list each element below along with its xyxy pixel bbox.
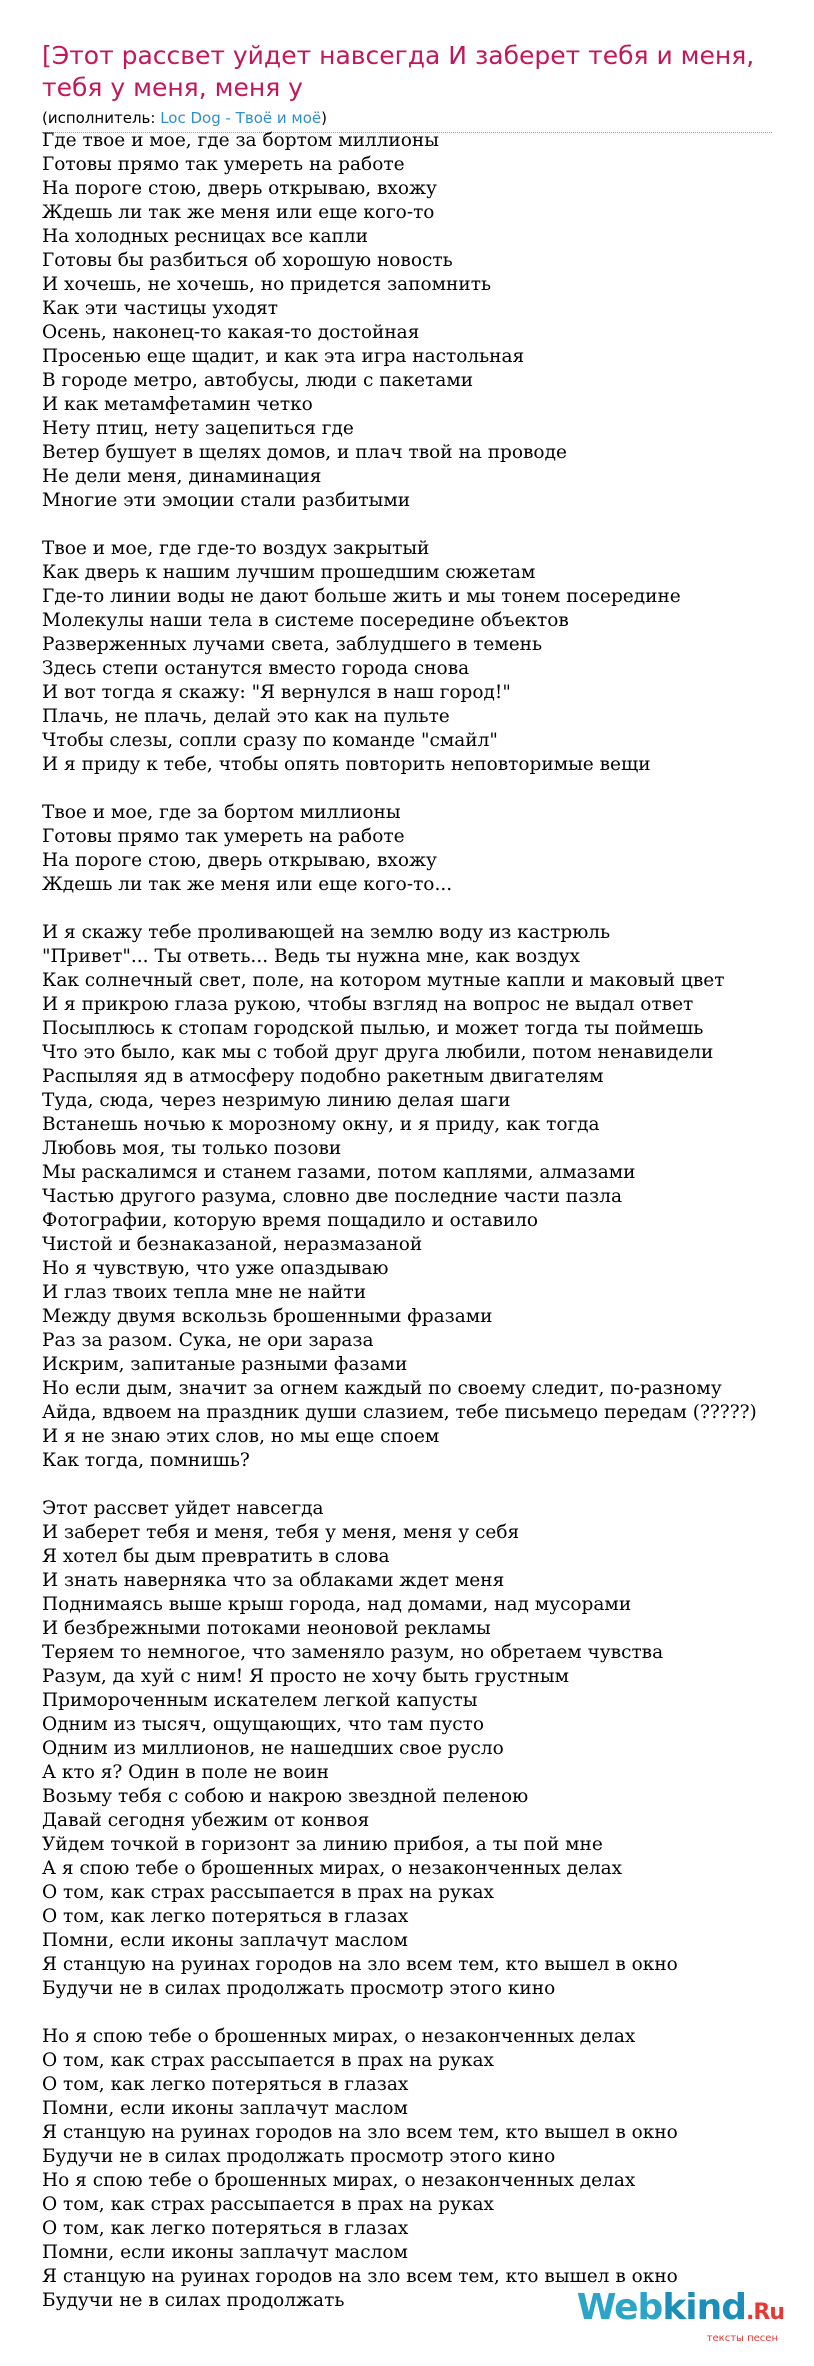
logo-web: Web: [576, 2287, 663, 2328]
logo-wordmark: [576, 2287, 784, 2331]
lyric-line: И знать наверняка что за облаками ждет меня: [42, 1570, 505, 1591]
lyrics-body: [42, 129, 812, 2337]
lyric-line: На пороге стою, дверь открываю, вхожу: [42, 178, 437, 199]
lyric-line: Одним из миллионов, не нашедших свое русло: [42, 1738, 504, 1759]
lyric-line: Я станцую на руинах городов на зло всем тем, кто вышел в окно: [42, 2122, 678, 2143]
lyric-line: Многие эти эмоции стали разбитыми: [42, 490, 411, 511]
lyric-line: Готовы бы разбиться об хорошую новость: [42, 250, 453, 271]
performer-suffix: ): [321, 109, 327, 127]
lyric-line: В городе метро, автобусы, люди с пакетами: [42, 370, 474, 391]
song-title: [Этот рассвет уйдет навсегда И заберет тебя и меня, тебя у меня, меня у: [42, 41, 755, 102]
lyric-line: Ждешь ли так же меня или еще кого-то...: [42, 874, 453, 895]
lyric-line: И я прикрою глаза рукою, чтобы взгляд на вопрос не выдал ответ: [42, 994, 694, 1015]
lyric-line: Как эти частицы уходят: [42, 298, 279, 319]
lyric-line: Как тогда, помнишь?: [42, 1450, 250, 1471]
lyric-line: Уйдем точкой в горизонт за линию прибоя, а ты пой мне: [42, 1834, 603, 1855]
lyric-line: Я станцую на руинах городов на зло всем тем, кто вышел в окно: [42, 1954, 678, 1975]
lyric-line: Нету птиц, нету зацепиться где: [42, 418, 354, 439]
lyric-line: И я не знаю этих слов, но мы еще споем: [42, 1426, 440, 1447]
lyric-line: Но я спою тебе о брошенных мирах, о незаконченных делах: [42, 2170, 636, 2191]
lyric-line: И я скажу тебе проливающей на землю воду из кастрюль: [42, 922, 611, 943]
lyric-line: Как дверь к нашим лучшим прошедшим сюжетам: [42, 562, 536, 583]
lyric-line: Одним из тысяч, ощущающих, что там пусто: [42, 1714, 485, 1735]
lyric-line: Этот рассвет уйдет навсегда: [42, 1498, 324, 1519]
lyric-line: Поднимаясь выше крыш города, над домами, над мусорами: [42, 1594, 632, 1615]
lyric-line: И хочешь, не хочешь, но придется запомнить: [42, 274, 492, 295]
logo-tld: .Ru: [746, 2300, 784, 2325]
lyrics-stanza: [42, 2025, 812, 2313]
lyric-line: Плачь, не плачь, делай это как на пульте: [42, 706, 450, 727]
song-header: [42, 40, 772, 133]
lyric-line: Искрим, запитаные разными фазами: [42, 1354, 408, 1375]
lyric-line: Молекулы наши тела в системе посередине объектов: [42, 610, 569, 631]
lyric-line: Теряем то немногое, что заменяло разум, но обретаем чувства: [42, 1642, 664, 1663]
lyric-line: Посыплюсь к стопам городской пылью, и может тогда ты поймешь: [42, 1018, 704, 1039]
lyric-line: Туда, сюда, через незримую линию делая шаги: [42, 1090, 511, 1111]
lyric-line: Будучи не в силах продолжать просмотр этого кино: [42, 1978, 556, 1999]
lyric-line: Частью другого разума, словно две последние части пазла: [42, 1186, 623, 1207]
lyric-line: Давай сегодня убежим от конвоя: [42, 1810, 370, 1831]
lyric-line: Помни, если иконы заплачут маслом: [42, 2098, 408, 2119]
lyric-line: Будучи не в силах продолжать просмотр этого кино: [42, 2146, 556, 2167]
lyric-line: О том, как легко потеряться в глазах: [42, 2074, 409, 2095]
lyrics-stanza: [42, 537, 812, 777]
lyric-line: Что это было, как мы с тобой друг друга любили, потом ненавидели: [42, 1042, 714, 1063]
lyric-line: Айда, вдвоем на праздник души слазием, тебе письмецо передам (?????): [42, 1402, 757, 1423]
lyric-line: Чтобы слезы, сопли сразу по команде "смайл": [42, 730, 498, 751]
lyric-line: Готовы прямо так умереть на работе: [42, 826, 405, 847]
lyric-line: Примороченным искателем легкой капусты: [42, 1690, 478, 1711]
lyric-line: Готовы прямо так умереть на работе: [42, 154, 405, 175]
lyric-line: Помни, если иконы заплачут маслом: [42, 2242, 408, 2263]
lyric-line: Мы раскалимся и станем газами, потом каплями, алмазами: [42, 1162, 636, 1183]
lyric-line: Не дели меня, динаминация: [42, 466, 322, 487]
lyrics-stanza: [42, 1497, 812, 2001]
lyric-line: Ждешь ли так же меня или еще кого-то: [42, 202, 435, 223]
lyric-line: Чистой и безнаказаной, неразмазаной: [42, 1234, 423, 1255]
lyric-line: На холодных ресницах все капли: [42, 226, 368, 247]
performer-prefix: (исполнитель:: [42, 109, 161, 127]
lyric-line: "Привет"... Ты ответь... Ведь ты нужна мне, как воздух: [42, 946, 580, 967]
lyric-line: Разум, да хуй с ним! Я просто не хочу быть грустным: [42, 1666, 570, 1687]
lyric-line: О том, как страх рассыпается в прах на руках: [42, 2050, 494, 2071]
lyric-line: Любовь моя, ты только позови: [42, 1138, 342, 1159]
lyrics-stanza: [42, 129, 812, 513]
lyric-line: Фотографии, которую время пощадило и оставило: [42, 1210, 539, 1231]
lyric-line: Ветер бушует в щелях домов, и плач твой на проводе: [42, 442, 567, 463]
logo-kind: kind: [662, 2287, 747, 2328]
lyric-line: Просенью еще щадит, и как эта игра настольная: [42, 346, 525, 367]
lyric-line: И безбрежными потоками неоновой рекламы: [42, 1618, 491, 1639]
lyric-line: И заберет тебя и меня, тебя у меня, меня у себя: [42, 1522, 520, 1543]
lyric-line: Но я спою тебе о брошенных мирах, о незаконченных делах: [42, 2026, 636, 2047]
lyric-line: Встанешь ночью к морозному окну, и я приду, как тогда: [42, 1114, 600, 1135]
lyrics-stanza: [42, 921, 812, 1473]
lyric-line: Помни, если иконы заплачут маслом: [42, 1930, 408, 1951]
lyric-line: Будучи не в силах продолжать: [42, 2290, 345, 2311]
lyric-line: А я спою тебе о брошенных мирах, о незаконченных делах: [42, 1858, 623, 1879]
performer-link[interactable]: Loc Dog - Твоё и моё: [160, 109, 322, 127]
lyric-line: Где-то линии воды не дают больше жить и мы тонем посередине: [42, 586, 681, 607]
lyric-line: Разверженных лучами света, заблудшего в темень: [42, 634, 543, 655]
lyric-line: И как метамфетамин четко: [42, 394, 313, 415]
logo-tagline: тексты песен: [706, 2333, 778, 2344]
lyric-line: Раз за разом. Сука, не ори зараза: [42, 1330, 374, 1351]
lyric-line: Между двумя вскользь брошенными фразами: [42, 1306, 493, 1327]
site-logo[interactable]: [576, 2287, 784, 2344]
lyric-line: Твое и мое, где где-то воздух закрытый: [42, 538, 430, 559]
lyric-line: Осень, наконец-то какая-то достойная: [42, 322, 420, 343]
lyric-line: Здесь степи останутся вместо города снова: [42, 658, 470, 679]
lyric-line: Где твое и мое, где за бортом миллионы: [42, 130, 439, 151]
lyric-line: Я хотел бы дым превратить в слова: [42, 1546, 390, 1567]
lyric-line: Распыляя яд в атмосферу подобно ракетным двигателям: [42, 1066, 604, 1087]
lyric-line: Твое и мое, где за бортом миллионы: [42, 802, 401, 823]
lyric-line: Но если дым, значит за огнем каждый по своему следит, по-разному: [42, 1378, 722, 1399]
lyric-line: Как солнечный свет, поле, на котором мутные капли и маковый цвет: [42, 970, 725, 991]
lyric-line: И глаз твоих тепла мне не найти: [42, 1282, 367, 1303]
lyric-line: Возьму тебя с собою и накрою звездной пеленою: [42, 1786, 529, 1807]
lyric-line: О том, как страх рассыпается в прах на руках: [42, 2194, 494, 2215]
lyric-line: О том, как страх рассыпается в прах на руках: [42, 1882, 494, 1903]
lyric-line: Я станцую на руинах городов на зло всем тем, кто вышел в окно: [42, 2266, 678, 2287]
lyric-line: И я приду к тебе, чтобы опять повторить неповторимые вещи: [42, 754, 651, 775]
lyric-line: О том, как легко потеряться в глазах: [42, 2218, 409, 2239]
lyric-line: А кто я? Один в поле не воин: [42, 1762, 329, 1783]
lyric-line: И вот тогда я скажу: "Я вернулся в наш город!": [42, 682, 511, 703]
lyric-line: На пороге стою, дверь открываю, вхожу: [42, 850, 437, 871]
lyrics-stanza: [42, 801, 812, 897]
lyric-line: Но я чувствую, что уже опаздываю: [42, 1258, 389, 1279]
lyric-line: О том, как легко потеряться в глазах: [42, 1906, 409, 1927]
